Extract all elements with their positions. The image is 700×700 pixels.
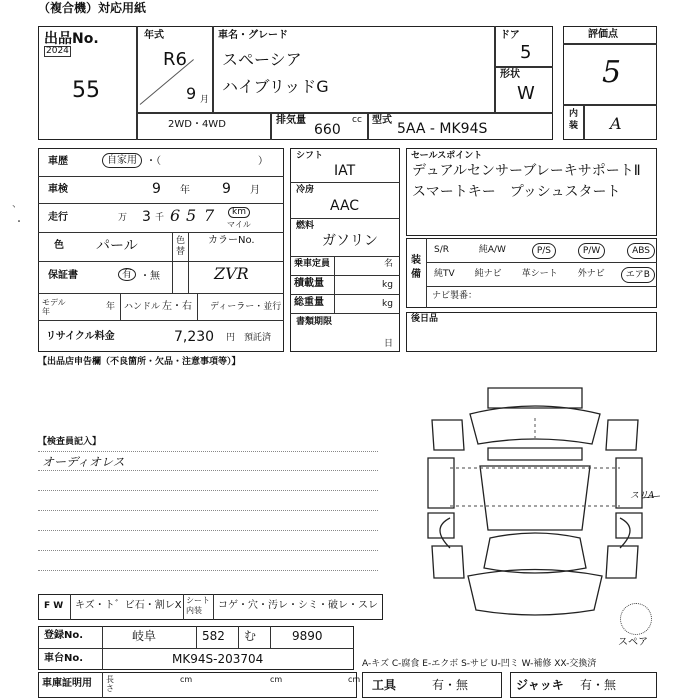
mile-unit: マイル: [227, 220, 251, 229]
side-note: スリA: [630, 491, 655, 501]
displacement-label: 排気量: [276, 115, 306, 126]
fuel-label: 燃料: [296, 221, 315, 231]
damage-code-legend: A-キズ C-腐食 E-エクボ S-サビ U-凹ミ W-補修 XX-交換済: [362, 659, 597, 669]
registration-number: 9890: [292, 629, 323, 643]
tools-label: 工具: [372, 678, 397, 692]
model-code: 5AA - MK94S: [397, 121, 488, 137]
recycle-yen: 円: [226, 333, 236, 343]
drive-type: 2WD・4WD: [168, 119, 226, 130]
mileage-digit-3: 5: [186, 206, 197, 225]
era-year: R6: [163, 49, 187, 70]
history-box: [38, 148, 284, 352]
inspection-year-unit: 年: [180, 185, 190, 196]
chassis-label: 車台No.: [44, 653, 84, 664]
registration-class: 582: [202, 629, 225, 643]
shift-value: IAT: [334, 163, 356, 179]
inspection-year: 9: [152, 181, 161, 197]
cc-unit: cc: [352, 115, 362, 125]
registration-label: 登録No.: [44, 630, 84, 641]
fuel-value: ガソリン: [322, 233, 378, 249]
car-grade: ハイブリッドG: [222, 77, 329, 96]
width-cm: cm: [270, 675, 283, 684]
warranty-no: ・無: [140, 271, 160, 282]
fw-legend: キズ・ト゛ビ石・割レX: [75, 600, 182, 611]
color-label: 色: [54, 240, 64, 251]
month-unit: 月: [200, 95, 210, 105]
mileage-digit-2: 6: [170, 206, 181, 225]
warranty-yes-circled: 有: [118, 270, 136, 280]
gross-unit: kg: [382, 299, 393, 309]
jack-value: 有・無: [580, 678, 617, 692]
later-items-label: 後日品: [411, 314, 439, 324]
car-name: スペーシア: [222, 50, 302, 69]
door-count: 5: [520, 42, 532, 63]
displacement: 660: [314, 122, 341, 138]
form-title: （複合機）対応用紙: [38, 1, 147, 15]
shape-label: 形状: [500, 69, 520, 80]
door-label: ドア: [500, 30, 520, 41]
ac-label: 冷房: [296, 185, 315, 195]
inspector-note: オーディオレス: [42, 455, 125, 469]
length-cm: cm: [180, 675, 193, 684]
score-label: 評価点: [588, 29, 618, 40]
recycle-deposit: 預託済: [244, 333, 272, 343]
color-no: ZVR: [214, 264, 249, 283]
fw-label: F W: [44, 601, 64, 611]
mileage-man: 万: [118, 213, 128, 223]
lot-number: 55: [72, 78, 100, 103]
warranty-label: 保証書: [48, 270, 78, 281]
handle-label: ハンドル: [124, 302, 161, 312]
equipment-item: P/S: [532, 243, 556, 259]
mileage-label: 走行: [48, 212, 68, 223]
mileage-digit-1: 3: [142, 209, 151, 225]
interior-label: 内装: [569, 109, 579, 131]
car-damage-diagram: [410, 378, 660, 628]
sales-point-line2: スマートキー プッシュスタート: [412, 184, 621, 200]
registration-place: 岐阜: [132, 629, 157, 643]
color-value: パール: [96, 238, 138, 254]
equipment-item: エアB: [621, 267, 655, 283]
mileage-digit-4: 7: [204, 206, 215, 225]
equipment-label: 装備: [411, 255, 421, 280]
later-items-box: [406, 312, 657, 352]
jack-label: ジャッキ: [516, 678, 564, 692]
km-circled: km: [228, 207, 250, 218]
chassis-number: MK94S-203704: [172, 652, 264, 666]
score-value: 5: [602, 55, 622, 90]
inspection-month: 9: [222, 181, 231, 197]
model-year-unit: 年: [106, 302, 116, 312]
equipment-item: 外ナビ: [577, 269, 605, 279]
equipment-item: S/R: [434, 245, 449, 255]
capacity-label: 乗車定員: [294, 259, 331, 269]
doc-unit: 日: [384, 339, 394, 349]
year-label: 年式: [144, 30, 164, 41]
handle-value: 左・右: [162, 301, 192, 312]
equipment-item: 純A/W: [478, 245, 506, 255]
load-unit: kg: [382, 280, 393, 290]
history-paren-close: ）: [258, 156, 268, 167]
own-use-circled: 自家用: [98, 154, 146, 168]
color-no-label: カラーNo.: [208, 235, 255, 246]
month: 9: [186, 84, 197, 103]
registration-kana: む: [244, 629, 257, 643]
ac-value: AAC: [330, 198, 360, 214]
garage-cert-label: 車庫証明用: [42, 678, 92, 689]
history-label: 車歴: [48, 156, 68, 167]
length-label: 長さ: [106, 675, 114, 693]
lot-year: 2024: [46, 46, 69, 56]
equipment-item: 純ナビ: [474, 269, 502, 279]
tools-value: 有・無: [432, 678, 469, 692]
spare-tire-icon: [620, 603, 652, 635]
inspection-month-unit: 月: [250, 185, 260, 196]
shift-label: シフト: [296, 151, 324, 161]
history-paren-open: ・（: [146, 156, 161, 167]
recycle-fee: 7,230: [174, 329, 215, 345]
model-year-label: モデル年: [42, 298, 66, 316]
doc-label: 書類期限: [296, 317, 333, 327]
load-label: 積載量: [294, 278, 324, 289]
equipment-item: 純TV: [434, 269, 455, 279]
mileage-sen: 千: [155, 213, 165, 223]
sales-point-label: セールスポイント: [411, 151, 483, 161]
inspector-label: 【検査員記入】: [38, 437, 102, 447]
interior-score: A: [610, 114, 622, 133]
shape: W: [517, 83, 535, 104]
equipment-item: ABS: [627, 243, 655, 259]
gross-label: 総重量: [294, 297, 324, 308]
inspection-label: 車検: [48, 184, 68, 195]
name-label: 車名・グレード: [218, 30, 288, 41]
equipment-item: 革シート: [521, 269, 558, 279]
capacity-unit: 名: [384, 259, 394, 269]
color-change-label: 色替: [176, 236, 186, 257]
recycle-label: リサイクル料金: [46, 331, 115, 342]
declaration-label: 【出品店申告欄（不良箇所・欠品・注意事項等）】: [38, 357, 241, 367]
height-cm: cm: [348, 675, 361, 684]
lot-number-label: 出品No.: [44, 31, 99, 47]
seat-interior-label: シート内装: [186, 596, 210, 615]
model-label: 型式: [372, 115, 392, 126]
seat-legend: コゲ・穴・汚レ・シミ・破レ・スレ: [218, 600, 378, 611]
equipment-item: P/W: [578, 243, 605, 259]
navi-serial-label: ナビ製番：: [432, 291, 478, 301]
sales-point-line1: デュアルセンサーブレーキサポートⅡ: [412, 163, 641, 179]
spare-label: スペア: [618, 637, 648, 648]
dealer-label: ディーラー・並行: [210, 302, 282, 312]
